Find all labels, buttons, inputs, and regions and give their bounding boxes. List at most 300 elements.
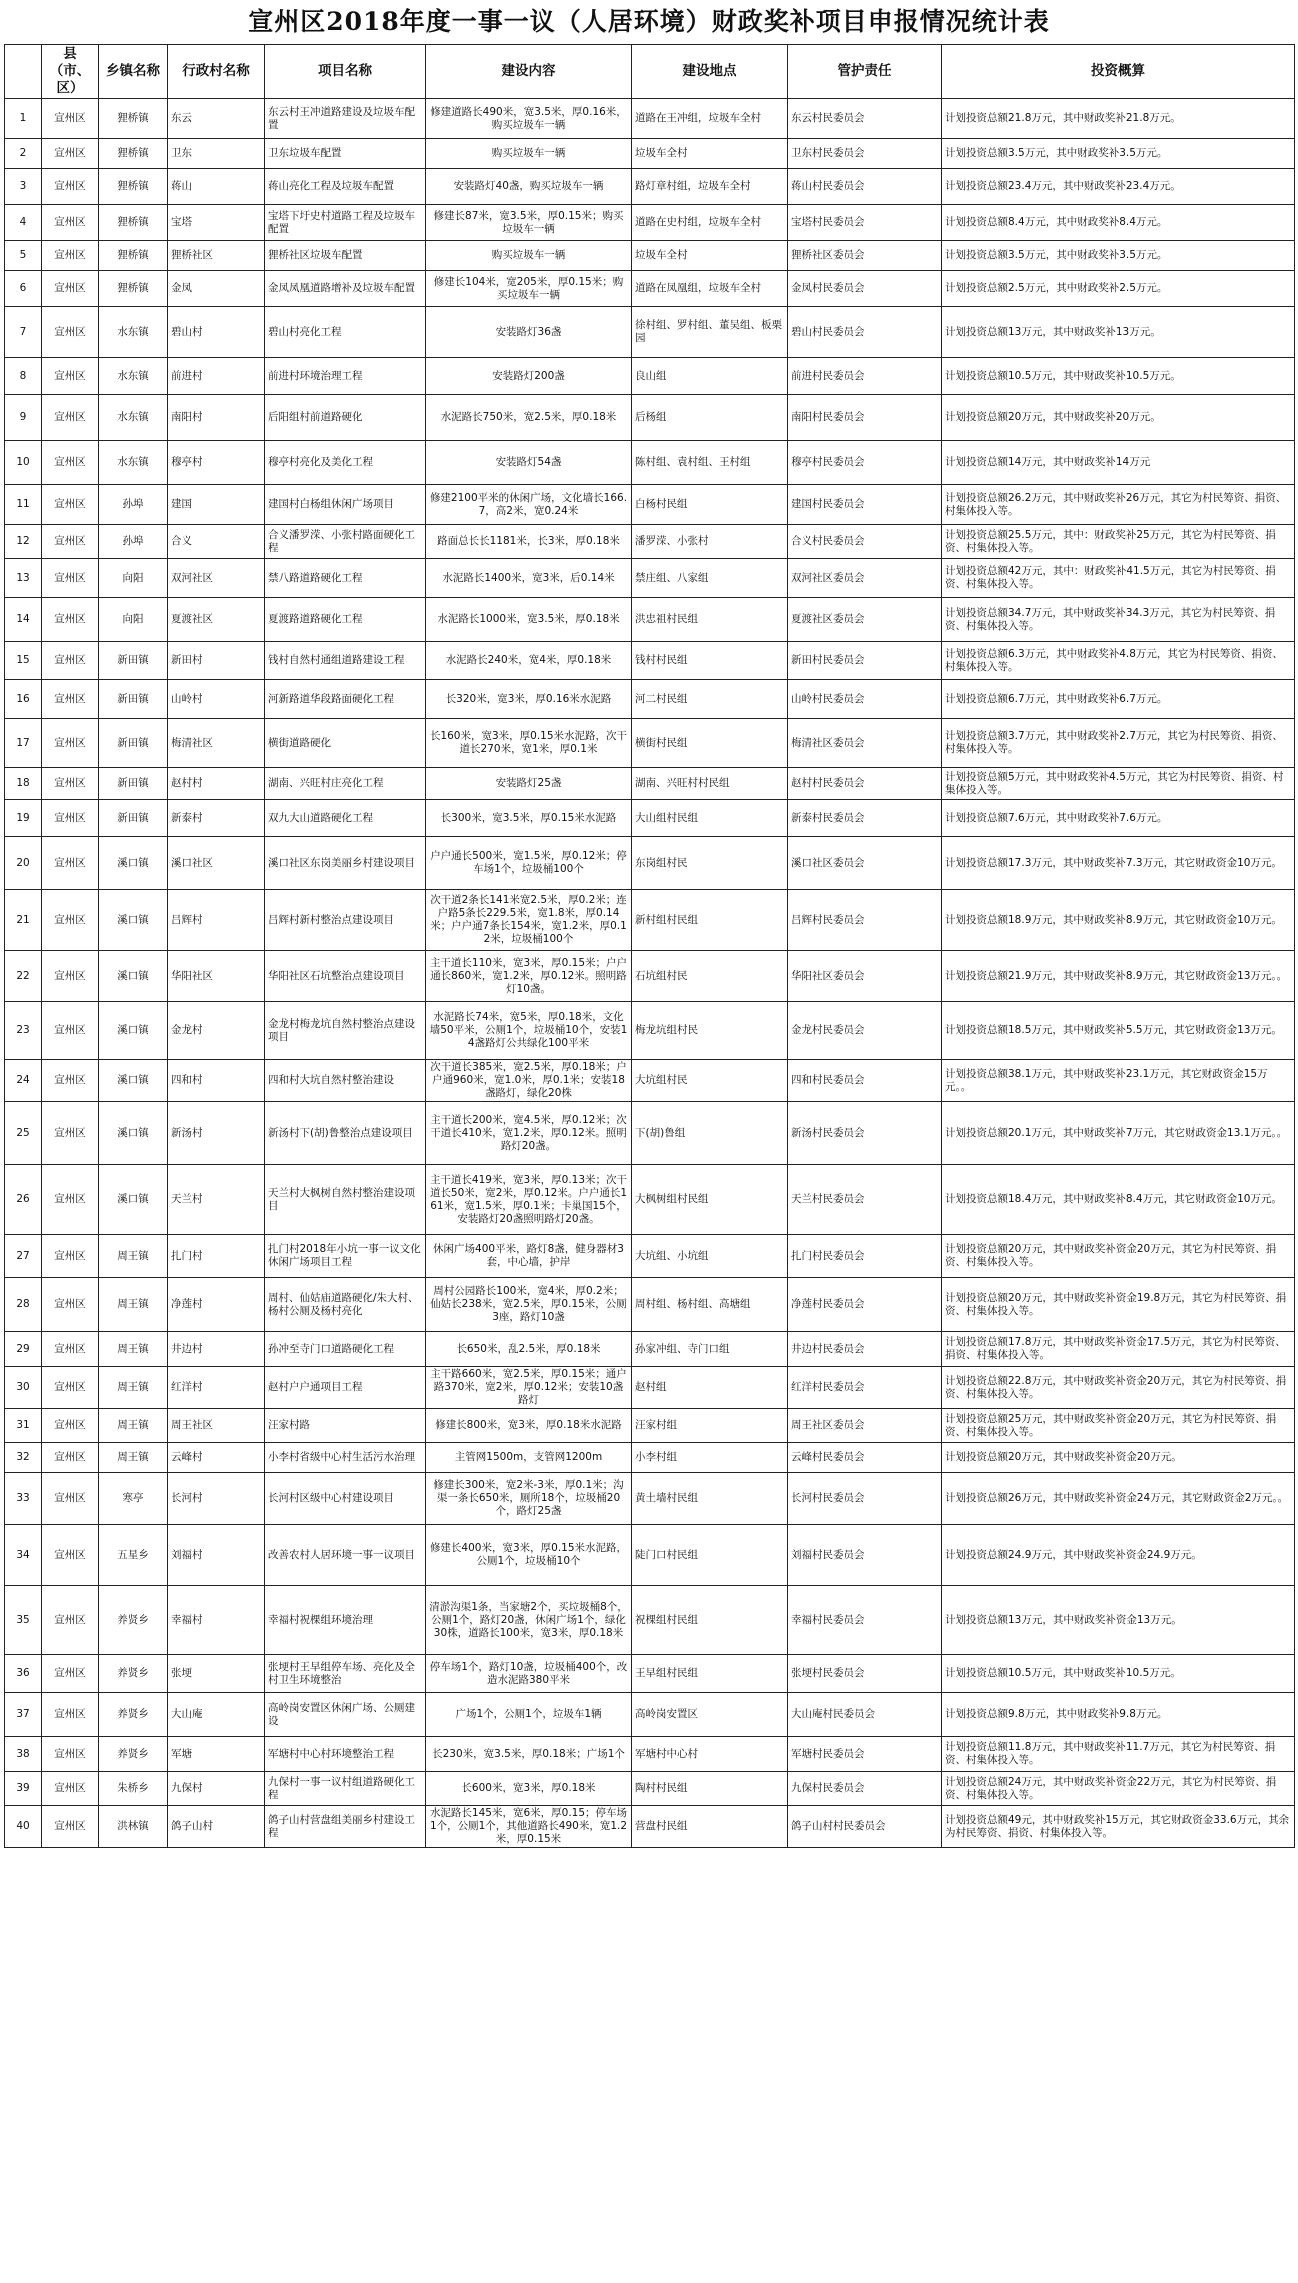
table-row	[5, 1737, 1295, 1772]
cell-keeper: 前进村民委员会	[788, 358, 942, 395]
cell-content: 主干道长200米，宽4.5米，厚0.12米；次干道长410米，宽1.2米，厚0.12米。照明路灯20盏。	[426, 1102, 632, 1165]
cell-content: 主干道长110米，宽3米，厚0.15米；户户通长860米，宽1.2米，厚0.12米。照明路灯10盏。	[426, 951, 632, 1002]
cell-no: 38	[5, 1737, 42, 1772]
cell-town: 周王镇	[99, 1367, 168, 1409]
cell-no: 11	[5, 485, 42, 525]
cell-keeper: 吕辉村民委员会	[788, 890, 942, 951]
cell-site: 钱村村民组	[632, 642, 788, 680]
cell-site: 军塘村中心村	[632, 1737, 788, 1772]
cell-project: 穆亭村亮化及美化工程	[265, 441, 426, 485]
cell-no: 22	[5, 951, 42, 1002]
cell-keeper: 夏渡社区委员会	[788, 598, 942, 642]
table-row	[5, 680, 1295, 719]
cell-keeper: 井边村民委员会	[788, 1332, 942, 1367]
table-row	[5, 139, 1295, 169]
cell-county: 宣州区	[42, 441, 99, 485]
cell-content: 周村公园路长100米，宽4米，厚0.2米；仙姑长238米，宽2.5米，厚0.15米，公厕3座，路灯10盏	[426, 1278, 632, 1332]
cell-project: 吕辉村新村整治点建设项目	[265, 890, 426, 951]
cell-county: 宣州区	[42, 169, 99, 205]
cell-project: 长河村区级中心村建设项目	[265, 1473, 426, 1525]
cell-town: 溪口镇	[99, 1165, 168, 1235]
cell-site: 禁庄组、八家组	[632, 559, 788, 598]
cell-site: 大坑组、小坑组	[632, 1235, 788, 1278]
cell-site: 洪忠祖村民组	[632, 598, 788, 642]
cell-site: 道路在史村组，垃圾车全村	[632, 205, 788, 241]
cell-project: 合义潘罗溁、小张村路面硬化工程	[265, 525, 426, 559]
cell-village: 四和村	[168, 1060, 265, 1102]
table-row	[5, 719, 1295, 768]
cell-keeper: 周王社区委员会	[788, 1409, 942, 1443]
cell-invest: 计划投资总额20万元，其中财政奖补资金20万元。	[942, 1443, 1295, 1473]
cell-town: 新田镇	[99, 642, 168, 680]
cell-town: 养贤乡	[99, 1693, 168, 1737]
cell-village: 卫东	[168, 139, 265, 169]
cell-site: 小李村组	[632, 1443, 788, 1473]
cell-content: 休闲广场400平米，路灯8盏，健身器材3套，中心墙，护岸	[426, 1235, 632, 1278]
cell-town: 狸桥镇	[99, 271, 168, 307]
cell-no: 39	[5, 1772, 42, 1806]
cell-town: 向阳	[99, 559, 168, 598]
cell-project: 溪口社区东岗美丽乡村建设项目	[265, 837, 426, 890]
cell-keeper: 长河村民委员会	[788, 1473, 942, 1525]
cell-village: 幸福村	[168, 1586, 265, 1655]
cell-content: 安装路灯54盏	[426, 441, 632, 485]
cell-content: 购买垃圾车一辆	[426, 139, 632, 169]
cell-content: 长230米，宽3.5米，厚0.18米；广场1个	[426, 1737, 632, 1772]
cell-keeper: 合义村民委员会	[788, 525, 942, 559]
cell-keeper: 狸桥社区委员会	[788, 241, 942, 271]
cell-site: 道路在王冲组，垃圾车全村	[632, 99, 788, 139]
cell-no: 28	[5, 1278, 42, 1332]
cell-town: 水东镇	[99, 358, 168, 395]
cell-town: 朱桥乡	[99, 1772, 168, 1806]
cell-county: 宣州区	[42, 241, 99, 271]
cell-site: 横街村民组	[632, 719, 788, 768]
project-table	[4, 44, 1295, 1848]
cell-project: 宝塔下圩史村道路工程及垃圾车配置	[265, 205, 426, 241]
cell-town: 水东镇	[99, 395, 168, 441]
cell-county: 宣州区	[42, 1235, 99, 1278]
table-row	[5, 1060, 1295, 1102]
table-row	[5, 358, 1295, 395]
cell-county: 宣州区	[42, 307, 99, 358]
cell-content: 停车场1个，路灯10盏，垃圾桶400个，改造水泥路380平米	[426, 1655, 632, 1693]
cell-site: 大枫树组村民组	[632, 1165, 788, 1235]
table-row	[5, 598, 1295, 642]
cell-village: 吕辉村	[168, 890, 265, 951]
cell-village: 新汤村	[168, 1102, 265, 1165]
col-header-village: 行政村名称	[168, 45, 265, 99]
cell-invest: 计划投资总额20万元，其中财政奖补20万元。	[942, 395, 1295, 441]
cell-no: 8	[5, 358, 42, 395]
cell-keeper: 九保村民委员会	[788, 1772, 942, 1806]
cell-county: 宣州区	[42, 1002, 99, 1060]
cell-county: 宣州区	[42, 837, 99, 890]
cell-no: 25	[5, 1102, 42, 1165]
cell-invest: 计划投资总额10.5万元，其中财政奖补10.5万元。	[942, 1655, 1295, 1693]
cell-site: 潘罗溁、小张村	[632, 525, 788, 559]
cell-county: 宣州区	[42, 271, 99, 307]
cell-keeper: 梅清社区委员会	[788, 719, 942, 768]
cell-village: 张埂	[168, 1655, 265, 1693]
cell-village: 九保村	[168, 1772, 265, 1806]
cell-invest: 计划投资总额42万元，其中：财政奖补41.5万元，其它为村民筹资、捐资、村集体投入等。	[942, 559, 1295, 598]
cell-site: 祝棵组村民组	[632, 1586, 788, 1655]
cell-village: 金凤	[168, 271, 265, 307]
cell-site: 路灯章村组，垃圾车全村	[632, 169, 788, 205]
cell-invest: 计划投资总额21.8万元，其中财政奖补21.8万元。	[942, 99, 1295, 139]
cell-town: 寒亭	[99, 1473, 168, 1525]
table-row	[5, 642, 1295, 680]
cell-no: 32	[5, 1443, 42, 1473]
cell-no: 15	[5, 642, 42, 680]
table-body	[5, 99, 1295, 1848]
cell-content: 修建长300米，宽2米-3米，厚0.1米；沟渠一条长650米，厕所18个，垃圾桶20个，路灯25盏	[426, 1473, 632, 1525]
table-row	[5, 241, 1295, 271]
cell-project: 周村、仙姑庙道路硬化/朱大村、杨村公厕及杨村亮化	[265, 1278, 426, 1332]
table-row	[5, 768, 1295, 800]
cell-county: 宣州区	[42, 1443, 99, 1473]
cell-keeper: 新汤村民委员会	[788, 1102, 942, 1165]
cell-keeper: 大山庵村民委员会	[788, 1693, 942, 1737]
cell-village: 净莲村	[168, 1278, 265, 1332]
cell-project: 双九大山道路硬化工程	[265, 800, 426, 837]
cell-county: 宣州区	[42, 1165, 99, 1235]
cell-keeper: 卫东村民委员会	[788, 139, 942, 169]
cell-no: 40	[5, 1806, 42, 1848]
cell-content: 水泥路长1400米，宽3米，后0.14米	[426, 559, 632, 598]
cell-village: 军塘	[168, 1737, 265, 1772]
table-title: 宣州区2018年度一事一议（人居环境）财政奖补项目申报情况统计表	[248, 7, 1050, 36]
cell-village: 金龙村	[168, 1002, 265, 1060]
table-row	[5, 525, 1295, 559]
cell-village: 合义	[168, 525, 265, 559]
cell-invest: 计划投资总额17.3万元，其中财政奖补7.3万元，其它财政资金10万元。	[942, 837, 1295, 890]
cell-project: 改善农村人居环境一事一议项目	[265, 1525, 426, 1586]
cell-invest: 计划投资总额13万元，其中财政奖补资金13万元。	[942, 1586, 1295, 1655]
cell-project: 东云村王冲道路建设及垃圾车配置	[265, 99, 426, 139]
cell-town: 溪口镇	[99, 1002, 168, 1060]
cell-no: 1	[5, 99, 42, 139]
table-row	[5, 441, 1295, 485]
cell-site: 良山组	[632, 358, 788, 395]
cell-town: 狸桥镇	[99, 139, 168, 169]
cell-content: 安装路灯40盏，购买垃圾车一辆	[426, 169, 632, 205]
cell-village: 前进村	[168, 358, 265, 395]
cell-keeper: 华阳社区委员会	[788, 951, 942, 1002]
cell-town: 周王镇	[99, 1443, 168, 1473]
cell-town: 洪林镇	[99, 1806, 168, 1848]
cell-village: 赵村村	[168, 768, 265, 800]
cell-content: 修建长87米，宽3.5米，厚0.15米；购买垃圾车一辆	[426, 205, 632, 241]
cell-invest: 计划投资总额23.4万元，其中财政奖补23.4万元。	[942, 169, 1295, 205]
cell-site: 白杨村民组	[632, 485, 788, 525]
cell-invest: 计划投资总额9.8万元，其中财政奖补9.8万元。	[942, 1693, 1295, 1737]
cell-village: 天兰村	[168, 1165, 265, 1235]
cell-village: 长河村	[168, 1473, 265, 1525]
cell-site: 大坑组村民	[632, 1060, 788, 1102]
cell-project: 军塘村中心村环境整治工程	[265, 1737, 426, 1772]
cell-invest: 计划投资总额5万元，其中财政奖补4.5万元，其它为村民筹资、捐资、村集体投入等。	[942, 768, 1295, 800]
table-row	[5, 1165, 1295, 1235]
cell-project: 小李村省级中心村生活污水治理	[265, 1443, 426, 1473]
cell-site: 东岗组村民	[632, 837, 788, 890]
table-row	[5, 1693, 1295, 1737]
cell-invest: 计划投资总额20万元，其中财政奖补资金20万元，其它为村民筹资、捐资、村集体投入等。	[942, 1235, 1295, 1278]
cell-content: 水泥路长145米，宽6米，厚0.15；停车场1个，公厕1个，其他道路长490米，宽1.2米，厚0.15米	[426, 1806, 632, 1848]
cell-project: 张埂村王早组停车场、亮化及全村卫生环境整治	[265, 1655, 426, 1693]
cell-invest: 计划投资总额34.7万元，其中财政奖补34.3万元，其它为村民筹资、捐资、村集体投入等。	[942, 598, 1295, 642]
cell-no: 14	[5, 598, 42, 642]
header-row	[5, 45, 1295, 99]
cell-site: 梅龙坑组村民	[632, 1002, 788, 1060]
table-row	[5, 1473, 1295, 1525]
cell-invest: 计划投资总额20万元，其中财政奖补资金19.8万元，其它为村民筹资、捐资、村集体投入等。	[942, 1278, 1295, 1332]
cell-town: 新田镇	[99, 680, 168, 719]
cell-invest: 计划投资总额3.5万元，其中财政奖补3.5万元。	[942, 139, 1295, 169]
cell-no: 36	[5, 1655, 42, 1693]
cell-keeper: 溪口社区委员会	[788, 837, 942, 890]
cell-content: 修建长400米，宽3米，厚0.15米水泥路，公厕1个，垃圾桶10个	[426, 1525, 632, 1586]
cell-town: 溪口镇	[99, 837, 168, 890]
cell-county: 宣州区	[42, 890, 99, 951]
cell-keeper: 云峰村民委员会	[788, 1443, 942, 1473]
cell-project: 孙冲至寺门口道路硬化工程	[265, 1332, 426, 1367]
table-row	[5, 1332, 1295, 1367]
cell-village: 溪口社区	[168, 837, 265, 890]
cell-project: 蒋山亮化工程及垃圾车配置	[265, 169, 426, 205]
cell-invest: 计划投资总额6.7万元，其中财政奖补6.7万元。	[942, 680, 1295, 719]
cell-county: 宣州区	[42, 768, 99, 800]
cell-site: 周村组、杨村组、高塘组	[632, 1278, 788, 1332]
cell-no: 35	[5, 1586, 42, 1655]
cell-content: 修建长800米，宽3米，厚0.18米水泥路	[426, 1409, 632, 1443]
cell-project: 湖南、兴旺村庄亮化工程	[265, 768, 426, 800]
col-header-keeper: 管护责任	[788, 45, 942, 99]
cell-content: 安装路灯36盏	[426, 307, 632, 358]
cell-project: 钱村自然村通组道路建设工程	[265, 642, 426, 680]
cell-town: 狸桥镇	[99, 241, 168, 271]
cell-no: 20	[5, 837, 42, 890]
cell-village: 蒋山	[168, 169, 265, 205]
cell-village: 东云	[168, 99, 265, 139]
col-header-town: 乡镇名称	[99, 45, 168, 99]
cell-invest: 计划投资总额26.2万元，其中财政奖补26万元，其它为村民筹资、捐资、村集体投入等。	[942, 485, 1295, 525]
cell-keeper: 双河社区委员会	[788, 559, 942, 598]
cell-keeper: 赵村村民委员会	[788, 768, 942, 800]
cell-no: 29	[5, 1332, 42, 1367]
table-row	[5, 1443, 1295, 1473]
cell-invest: 计划投资总额8.4万元，其中财政奖补8.4万元。	[942, 205, 1295, 241]
cell-county: 宣州区	[42, 1586, 99, 1655]
table-row	[5, 559, 1295, 598]
cell-project: 华阳社区石坑整治点建设项目	[265, 951, 426, 1002]
cell-village: 云峰村	[168, 1443, 265, 1473]
cell-no: 7	[5, 307, 42, 358]
cell-county: 宣州区	[42, 525, 99, 559]
cell-no: 10	[5, 441, 42, 485]
cell-site: 高岭岗安置区	[632, 1693, 788, 1737]
cell-project: 金龙村梅龙坑自然村整治点建设项目	[265, 1002, 426, 1060]
cell-site: 垃圾车全村	[632, 241, 788, 271]
cell-keeper: 山岭村民委员会	[788, 680, 942, 719]
cell-site: 陈村组、袁村组、王村组	[632, 441, 788, 485]
cell-keeper: 碧山村民委员会	[788, 307, 942, 358]
cell-town: 水东镇	[99, 307, 168, 358]
cell-town: 水东镇	[99, 441, 168, 485]
cell-town: 周王镇	[99, 1278, 168, 1332]
col-header-no	[5, 45, 42, 99]
cell-site: 陡门口村民组	[632, 1525, 788, 1586]
cell-content: 长300米，宽3.5米，厚0.15米水泥路	[426, 800, 632, 837]
table-row	[5, 1409, 1295, 1443]
cell-site: 石坑组村民	[632, 951, 788, 1002]
cell-content: 水泥路长74米，宽5米，厚0.18米，文化墙50平米，公厕1个，垃圾桶10个，安装14盏路灯公共绿化100平米	[426, 1002, 632, 1060]
cell-invest: 计划投资总额10.5万元，其中财政奖补10.5万元。	[942, 358, 1295, 395]
cell-county: 宣州区	[42, 1737, 99, 1772]
cell-county: 宣州区	[42, 1367, 99, 1409]
cell-site: 赵村组	[632, 1367, 788, 1409]
cell-no: 21	[5, 890, 42, 951]
cell-keeper: 宝塔村民委员会	[788, 205, 942, 241]
cell-county: 宣州区	[42, 1525, 99, 1586]
cell-county: 宣州区	[42, 395, 99, 441]
cell-county: 宣州区	[42, 559, 99, 598]
cell-town: 养贤乡	[99, 1586, 168, 1655]
cell-town: 五星乡	[99, 1525, 168, 1586]
cell-no: 23	[5, 1002, 42, 1060]
table-row	[5, 1235, 1295, 1278]
cell-town: 向阳	[99, 598, 168, 642]
cell-site: 河二村民组	[632, 680, 788, 719]
cell-invest: 计划投资总额14万元，其中财政奖补14万元	[942, 441, 1295, 485]
cell-keeper: 穆亭村民委员会	[788, 441, 942, 485]
cell-town: 溪口镇	[99, 890, 168, 951]
cell-invest: 计划投资总额13万元，其中财政奖补13万元。	[942, 307, 1295, 358]
cell-invest: 计划投资总额6.3万元，其中财政奖补4.8万元，其它为村民筹资、捐资、村集体投入等。	[942, 642, 1295, 680]
cell-village: 大山庵	[168, 1693, 265, 1737]
cell-invest: 计划投资总额24.9万元，其中财政奖补资金24.9万元。	[942, 1525, 1295, 1586]
cell-town: 周王镇	[99, 1409, 168, 1443]
cell-no: 24	[5, 1060, 42, 1102]
cell-content: 长600米，宽3米，厚0.18米	[426, 1772, 632, 1806]
cell-keeper: 新田村民委员会	[788, 642, 942, 680]
cell-site: 道路在凤凰组，垃圾车全村	[632, 271, 788, 307]
table-row	[5, 1525, 1295, 1586]
cell-no: 26	[5, 1165, 42, 1235]
cell-content: 水泥路长1000米，宽3.5米，厚0.18米	[426, 598, 632, 642]
cell-content: 安装路灯25盏	[426, 768, 632, 800]
cell-content: 户户通长500米，宽1.5米，厚0.12米；停车场1个，垃圾桶100个	[426, 837, 632, 890]
cell-content: 广场1个，公厕1个，垃圾车1辆	[426, 1693, 632, 1737]
table-row	[5, 1102, 1295, 1165]
cell-invest: 计划投资总额49元，其中财政奖补15万元，其它财政资金33.6万元，其余为村民筹资、捐资、村集体投入等。	[942, 1806, 1295, 1848]
table-row	[5, 1772, 1295, 1806]
cell-invest: 计划投资总额24万元，其中财政奖补资金22万元，其它为村民筹资、捐资、村集体投入等。	[942, 1772, 1295, 1806]
cell-content: 购买垃圾车一辆	[426, 241, 632, 271]
cell-no: 27	[5, 1235, 42, 1278]
cell-village: 南阳村	[168, 395, 265, 441]
cell-project: 四和村大坑自然村整治建设	[265, 1060, 426, 1102]
table-row	[5, 1002, 1295, 1060]
col-header-content: 建设内容	[426, 45, 632, 99]
cell-site: 湖南、兴旺村村民组	[632, 768, 788, 800]
cell-county: 宣州区	[42, 680, 99, 719]
cell-invest: 计划投资总额18.5万元，其中财政奖补5.5万元，其它财政资金13万元。	[942, 1002, 1295, 1060]
cell-town: 周王镇	[99, 1235, 168, 1278]
cell-village: 狸桥社区	[168, 241, 265, 271]
cell-no: 34	[5, 1525, 42, 1586]
cell-town: 新田镇	[99, 800, 168, 837]
cell-project: 建国村白杨组休闲广场项目	[265, 485, 426, 525]
cell-keeper: 刘福村民委员会	[788, 1525, 942, 1586]
table-row	[5, 800, 1295, 837]
cell-project: 河新路道华段路面硬化工程	[265, 680, 426, 719]
cell-invest: 计划投资总额18.4万元，其中财政奖补8.4万元，其它财政资金10万元。	[942, 1165, 1295, 1235]
table-row	[5, 271, 1295, 307]
cell-project: 卫东垃圾车配置	[265, 139, 426, 169]
cell-town: 狸桥镇	[99, 99, 168, 139]
col-header-site: 建设地点	[632, 45, 788, 99]
cell-keeper: 净莲村民委员会	[788, 1278, 942, 1332]
cell-site: 下(胡)鲁组	[632, 1102, 788, 1165]
cell-village: 碧山村	[168, 307, 265, 358]
cell-keeper: 幸福村民委员会	[788, 1586, 942, 1655]
cell-content: 水泥路长750米，宽2.5米，厚0.18米	[426, 395, 632, 441]
cell-county: 宣州区	[42, 719, 99, 768]
cell-no: 33	[5, 1473, 42, 1525]
cell-village: 穆亭村	[168, 441, 265, 485]
cell-town: 溪口镇	[99, 1060, 168, 1102]
cell-invest: 计划投资总额18.9万元，其中财政奖补8.9万元，其它财政资金10万元。	[942, 890, 1295, 951]
cell-county: 宣州区	[42, 99, 99, 139]
cell-invest: 计划投资总额25万元，其中财政奖补资金20万元，其它为村民筹资、捐资、村集体投入等。	[942, 1409, 1295, 1443]
cell-county: 宣州区	[42, 1278, 99, 1332]
cell-content: 次干道2条长141米宽2.5米，厚0.2米；连户路5条长229.5米，宽1.8米，厚0.14米；户户通7条长154米，宽1.2米，厚0.12米，垃圾桶100个	[426, 890, 632, 951]
cell-content: 水泥路长240米，宽4米，厚0.18米	[426, 642, 632, 680]
cell-keeper: 建国村民委员会	[788, 485, 942, 525]
cell-content: 主管网1500m，支管网1200m	[426, 1443, 632, 1473]
cell-town: 新田镇	[99, 768, 168, 800]
cell-village: 夏渡社区	[168, 598, 265, 642]
cell-village: 建国	[168, 485, 265, 525]
cell-no: 31	[5, 1409, 42, 1443]
cell-content: 路面总长长1181米，长3米，厚0.18米	[426, 525, 632, 559]
cell-content: 长320米，宽3米，厚0.16米水泥路	[426, 680, 632, 719]
table-row	[5, 205, 1295, 241]
cell-town: 周王镇	[99, 1332, 168, 1367]
cell-keeper: 扎门村民委员会	[788, 1235, 942, 1278]
cell-village: 周王社区	[168, 1409, 265, 1443]
cell-site: 陶村村民组	[632, 1772, 788, 1806]
cell-invest: 计划投资总额11.8万元，其中财政奖补11.7万元，其它为村民筹资、捐资、村集体投入等。	[942, 1737, 1295, 1772]
cell-keeper: 金龙村民委员会	[788, 1002, 942, 1060]
cell-town: 孙埠	[99, 525, 168, 559]
table-row	[5, 1367, 1295, 1409]
cell-keeper: 红洋村民委员会	[788, 1367, 942, 1409]
cell-content: 清淤沟渠1条，当家塘2个，买垃圾桶8个，公厕1个，路灯20盏，休闲广场1个，绿化30株，道路长100米，宽3米，厚0.18米	[426, 1586, 632, 1655]
cell-no: 5	[5, 241, 42, 271]
cell-county: 宣州区	[42, 1693, 99, 1737]
cell-site: 营盘村民组	[632, 1806, 788, 1848]
cell-no: 13	[5, 559, 42, 598]
cell-site: 孙家冲组、寺门口组	[632, 1332, 788, 1367]
cell-content: 安装路灯200盏	[426, 358, 632, 395]
cell-project: 碧山村亮化工程	[265, 307, 426, 358]
cell-keeper: 南阳村民委员会	[788, 395, 942, 441]
cell-no: 3	[5, 169, 42, 205]
cell-town: 养贤乡	[99, 1737, 168, 1772]
